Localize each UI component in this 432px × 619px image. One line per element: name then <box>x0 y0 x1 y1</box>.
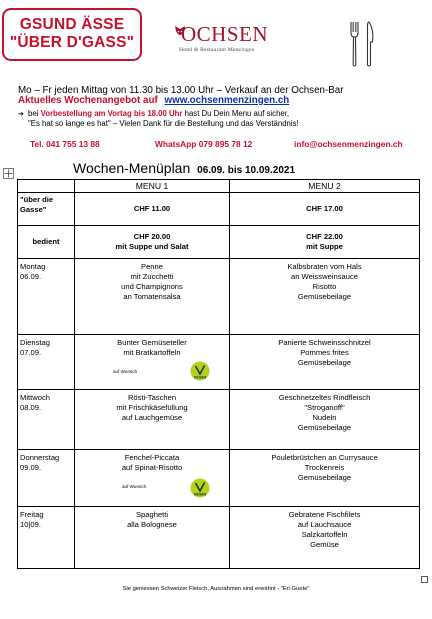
offer-line <box>18 95 289 106</box>
menu-1-dish <box>75 390 230 450</box>
row-label: bedient <box>18 226 75 259</box>
dish-line: Trockenreis <box>304 463 345 472</box>
price-row-served <box>18 226 420 259</box>
day-cell <box>18 507 75 569</box>
menu-2-dish <box>230 335 420 390</box>
resize-handle-icon[interactable] <box>421 576 428 583</box>
day-name: Dienstag <box>20 338 50 347</box>
dish-line: Penne <box>141 262 163 271</box>
dish-line: mit Bratkartoffeln <box>123 348 181 357</box>
price-menu-1: CHF 11.00 <box>75 193 230 226</box>
price-row-takeaway <box>18 193 420 226</box>
dish-line: Pommes frites <box>300 348 349 357</box>
plan-title-text: Wochen-Menüplan <box>73 160 191 176</box>
dish-line: mit Zucchetti <box>130 272 174 281</box>
dish-line: Fenchel-Piccata <box>124 453 180 462</box>
day-date: 08.09. <box>20 403 42 412</box>
logo-subtitle: Hotel & Restaurant Menzingen <box>179 47 255 53</box>
dish-line: Gemüsebeilage <box>297 292 352 301</box>
move-handle-icon[interactable] <box>3 168 14 179</box>
price-menu-2 <box>230 226 420 259</box>
dish-line: Rösti-Taschen <box>127 393 177 402</box>
contact-whatsapp: WhatsApp 079 895 78 12 <box>155 139 253 149</box>
menu-2-dish <box>230 259 420 335</box>
dish-line: und Champignons <box>121 282 183 291</box>
day-name: Mittwoch <box>20 393 50 402</box>
opening-hours: Mo – Fr jeden Mittag von 11.30 bis 13.00 Uhr – Verkauf an der Ochsen-Bar <box>18 85 344 96</box>
day-date: 06.09. <box>20 272 42 281</box>
day-date: 07.09. <box>20 348 42 357</box>
cutlery-icon <box>348 20 376 68</box>
dish-line: an Tomatensalsa <box>123 292 181 301</box>
day-cell <box>18 450 75 507</box>
menu-2-dish <box>230 450 420 507</box>
plan-title <box>73 160 295 176</box>
price-menu-1 <box>75 226 230 259</box>
header-menu-2: MENU 2 <box>230 180 420 193</box>
day-date: 10|09. <box>20 520 41 529</box>
slogan-line-2: "ÜBER D'GASS" <box>9 34 135 51</box>
dish-line: mit Frischkäsefüllung <box>116 403 188 412</box>
preorder-suffix: hast Du Dein Menu auf sicher, <box>184 109 290 118</box>
slogan-badge <box>2 8 142 61</box>
menu-1-dish <box>75 259 230 335</box>
price-note: mit Suppe <box>306 242 343 251</box>
day-cell <box>18 259 75 335</box>
dish-line: auf Spinat-Risotto <box>121 463 183 472</box>
day-name: Montag <box>20 262 46 271</box>
contact-phone: Tel. 041 755 13 88 <box>30 139 100 149</box>
day-cell <box>18 335 75 390</box>
dish-line: Nudeln <box>312 413 337 422</box>
dish-line: "Stroganoff" <box>304 403 345 412</box>
dish-line: Salzkartoffeln <box>301 530 348 539</box>
day-name: Freitag <box>20 510 44 519</box>
vegan-label: VEGAN <box>193 375 207 380</box>
dish-line: Spaghetti <box>135 510 169 519</box>
header-menu-1: MENU 1 <box>75 180 230 193</box>
dish-line: Gemüse <box>310 540 339 549</box>
header-empty <box>18 180 75 193</box>
footer-note: Sie geniessen Schweizer Fleisch, Ausnahmen sind erwähnt - "En Guete" <box>122 586 310 592</box>
day-name: Donnerstag <box>20 453 60 462</box>
day-date: 09.09. <box>20 463 42 472</box>
day-row-thursday <box>18 450 420 507</box>
contact-email[interactable]: info@ochsenmenzingen.ch <box>294 139 403 149</box>
menu-table <box>17 179 420 569</box>
price-menu-2: CHF 17.00 <box>230 193 420 226</box>
dish-line: Bunter Gemüseteller <box>117 338 187 347</box>
logo-name: OCHSEN <box>181 22 269 46</box>
dish-line: Kalbsbraten vom Hals <box>287 262 362 271</box>
day-row-friday <box>18 507 420 569</box>
vegan-label: VEGAN <box>193 492 207 497</box>
menu-1-dish <box>75 507 230 569</box>
dish-line: auf Lauchgemüse <box>121 413 183 422</box>
slogan-line-1: GSUND ÄSSE <box>19 16 125 33</box>
dish-line: Gebratene Fischfilets <box>288 510 361 519</box>
plan-dates: 06.09. bis 10.09.2021 <box>197 165 296 176</box>
price-value: CHF 22.00 <box>306 232 343 241</box>
preorder-line <box>18 109 289 118</box>
dish-line: alla Bolognese <box>127 520 177 529</box>
dish-line: Geschnetzeltes Rindfleisch <box>278 393 371 402</box>
on-request-note: auf Wunsch <box>122 484 147 489</box>
arrow-right-icon: ➔ <box>18 111 24 118</box>
vegan-badge-icon <box>190 478 210 498</box>
dish-line: Gemüsebeilage <box>297 423 352 432</box>
preorder-prefix: bei <box>28 109 39 118</box>
website-link[interactable]: www.ochsenmenzingen.ch <box>164 95 290 106</box>
preorder-highlight: Vorbestellung am Vortag bis 18.00 Uhr <box>40 109 183 118</box>
dish-line: an Weissweinsauce <box>291 272 358 281</box>
offer-text: Aktuelles Wochenangebot auf <box>18 95 158 106</box>
price-note: mit Suppe und Salat <box>115 242 189 251</box>
on-request-note: auf Wunsch <box>113 369 138 374</box>
price-value: CHF 20.00 <box>133 232 171 241</box>
dish-line: Gemüsebeilage <box>297 358 352 367</box>
day-row-wednesday <box>18 390 420 450</box>
menu-2-dish <box>230 507 420 569</box>
day-row-tuesday <box>18 335 420 390</box>
menu-2-dish <box>230 390 420 450</box>
dish-line: auf Lauchsauce <box>297 520 352 529</box>
menu-1-dish <box>75 335 230 390</box>
table-header-row <box>18 180 420 193</box>
row-label: "über die Gasse" <box>18 193 75 226</box>
dish-line: Gemüsebeilage <box>297 473 352 482</box>
vegan-badge-icon <box>190 361 210 381</box>
dish-line: Risotto <box>312 282 337 291</box>
thanks-line: "Es hat so lange es hat" – Vielen Dank für die Bestellung und das Verständnis! <box>28 119 299 128</box>
dish-line: Pouletbrüstchen an Currysauce <box>271 453 378 462</box>
dish-line: Panierte Schweinsschnitzel <box>278 338 371 347</box>
menu-1-dish <box>75 450 230 507</box>
day-cell <box>18 390 75 450</box>
day-row-monday <box>18 259 420 335</box>
